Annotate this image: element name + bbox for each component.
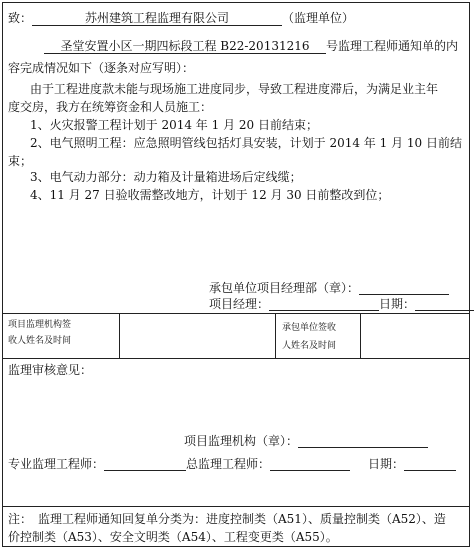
contractor-dept-label: 承包单位项目经理部（章）： bbox=[209, 281, 360, 295]
contractor-receipt-label-1: 承包单位签收 bbox=[282, 323, 337, 333]
chief-blank[interactable] bbox=[270, 458, 350, 471]
note-line-2: 价控制类（A53）、安全文明类（A54）、工程变更类（A55）。 bbox=[8, 530, 338, 544]
contractor-date-label: 日期： bbox=[379, 297, 416, 311]
review-opinion-label: 监理审核意见： bbox=[8, 363, 93, 377]
item-1: 1、火灾报警工程计划于 2014 年 1 月 20 日前结束； bbox=[30, 118, 318, 132]
contractor-dept-line bbox=[209, 281, 449, 295]
specialist-blank[interactable] bbox=[104, 458, 186, 471]
item-3: 3、电气动力部分：动力箱及计量箱进场后定线缆； bbox=[30, 170, 302, 184]
specialist-label: 专业监理工程师： bbox=[8, 457, 105, 471]
engineer-sign-line bbox=[8, 457, 350, 471]
manager-line bbox=[209, 297, 474, 311]
item-2-line-1: 2、电气照明工程：应急照明管线包括灯具安装，计划于 2014 年 1 月 10 日前结 bbox=[30, 136, 462, 150]
intro-line-2: 度交房，我方在统筹资金和人员施工： bbox=[8, 100, 213, 114]
addressee-line bbox=[8, 11, 354, 26]
divider-note-top bbox=[3, 506, 469, 507]
addressee-prefix: 致： bbox=[8, 11, 33, 25]
review-date-blank[interactable] bbox=[404, 458, 456, 471]
supervisor-receipt-label-1: 项目监理机构签 bbox=[8, 320, 72, 330]
intro-line-1: 由于工程进度款未能与现场施工进度同步，导致工程进度滞后，为满足业主年 bbox=[30, 82, 439, 96]
supervisor-receipt-label-2: 收人姓名及时间 bbox=[8, 336, 72, 346]
divider-receipt-col2 bbox=[275, 313, 276, 358]
review-date-label: 日期： bbox=[368, 457, 405, 471]
addressee-suffix: （监理单位） bbox=[282, 11, 355, 25]
divider-review-top bbox=[3, 358, 469, 359]
chief-label: 总监理工程师： bbox=[186, 457, 271, 471]
manager-label: 项目经理： bbox=[209, 297, 270, 311]
project-line bbox=[44, 39, 458, 54]
contractor-date-blank[interactable] bbox=[415, 298, 474, 311]
item-4: 4、11 月 27 日验收需整改地方，计划于 12 月 30 日前整改到位； bbox=[30, 188, 390, 202]
item-2-line-2: 束； bbox=[8, 154, 33, 168]
divider-receipt-top bbox=[3, 313, 469, 314]
completion-heading: 容完成情况如下（逐条对应写明）： bbox=[8, 61, 195, 75]
project-name: 圣堂安置小区一期四标段工程 B22-20131216 bbox=[44, 39, 326, 54]
supervision-company: 苏州建筑工程监理有限公司 bbox=[32, 11, 282, 26]
divider-receipt-col1 bbox=[119, 313, 120, 358]
review-org-line bbox=[184, 434, 428, 448]
note-line-1: 注： 监理工程师通知回复单分类为：进度控制类（A51）、质量控制类（A52）、造 bbox=[8, 512, 446, 526]
contractor-receipt-label-2: 人姓名及时间 bbox=[282, 341, 337, 351]
divider-receipt-col3 bbox=[360, 313, 361, 358]
manager-blank[interactable] bbox=[269, 298, 379, 311]
notice-suffix: 号监理工程师通知单的内 bbox=[326, 39, 459, 53]
review-org-blank[interactable] bbox=[298, 435, 428, 448]
review-org-label: 项目监理机构（章）： bbox=[184, 434, 299, 448]
review-date-line bbox=[368, 457, 456, 471]
contractor-dept-blank[interactable] bbox=[359, 282, 449, 295]
